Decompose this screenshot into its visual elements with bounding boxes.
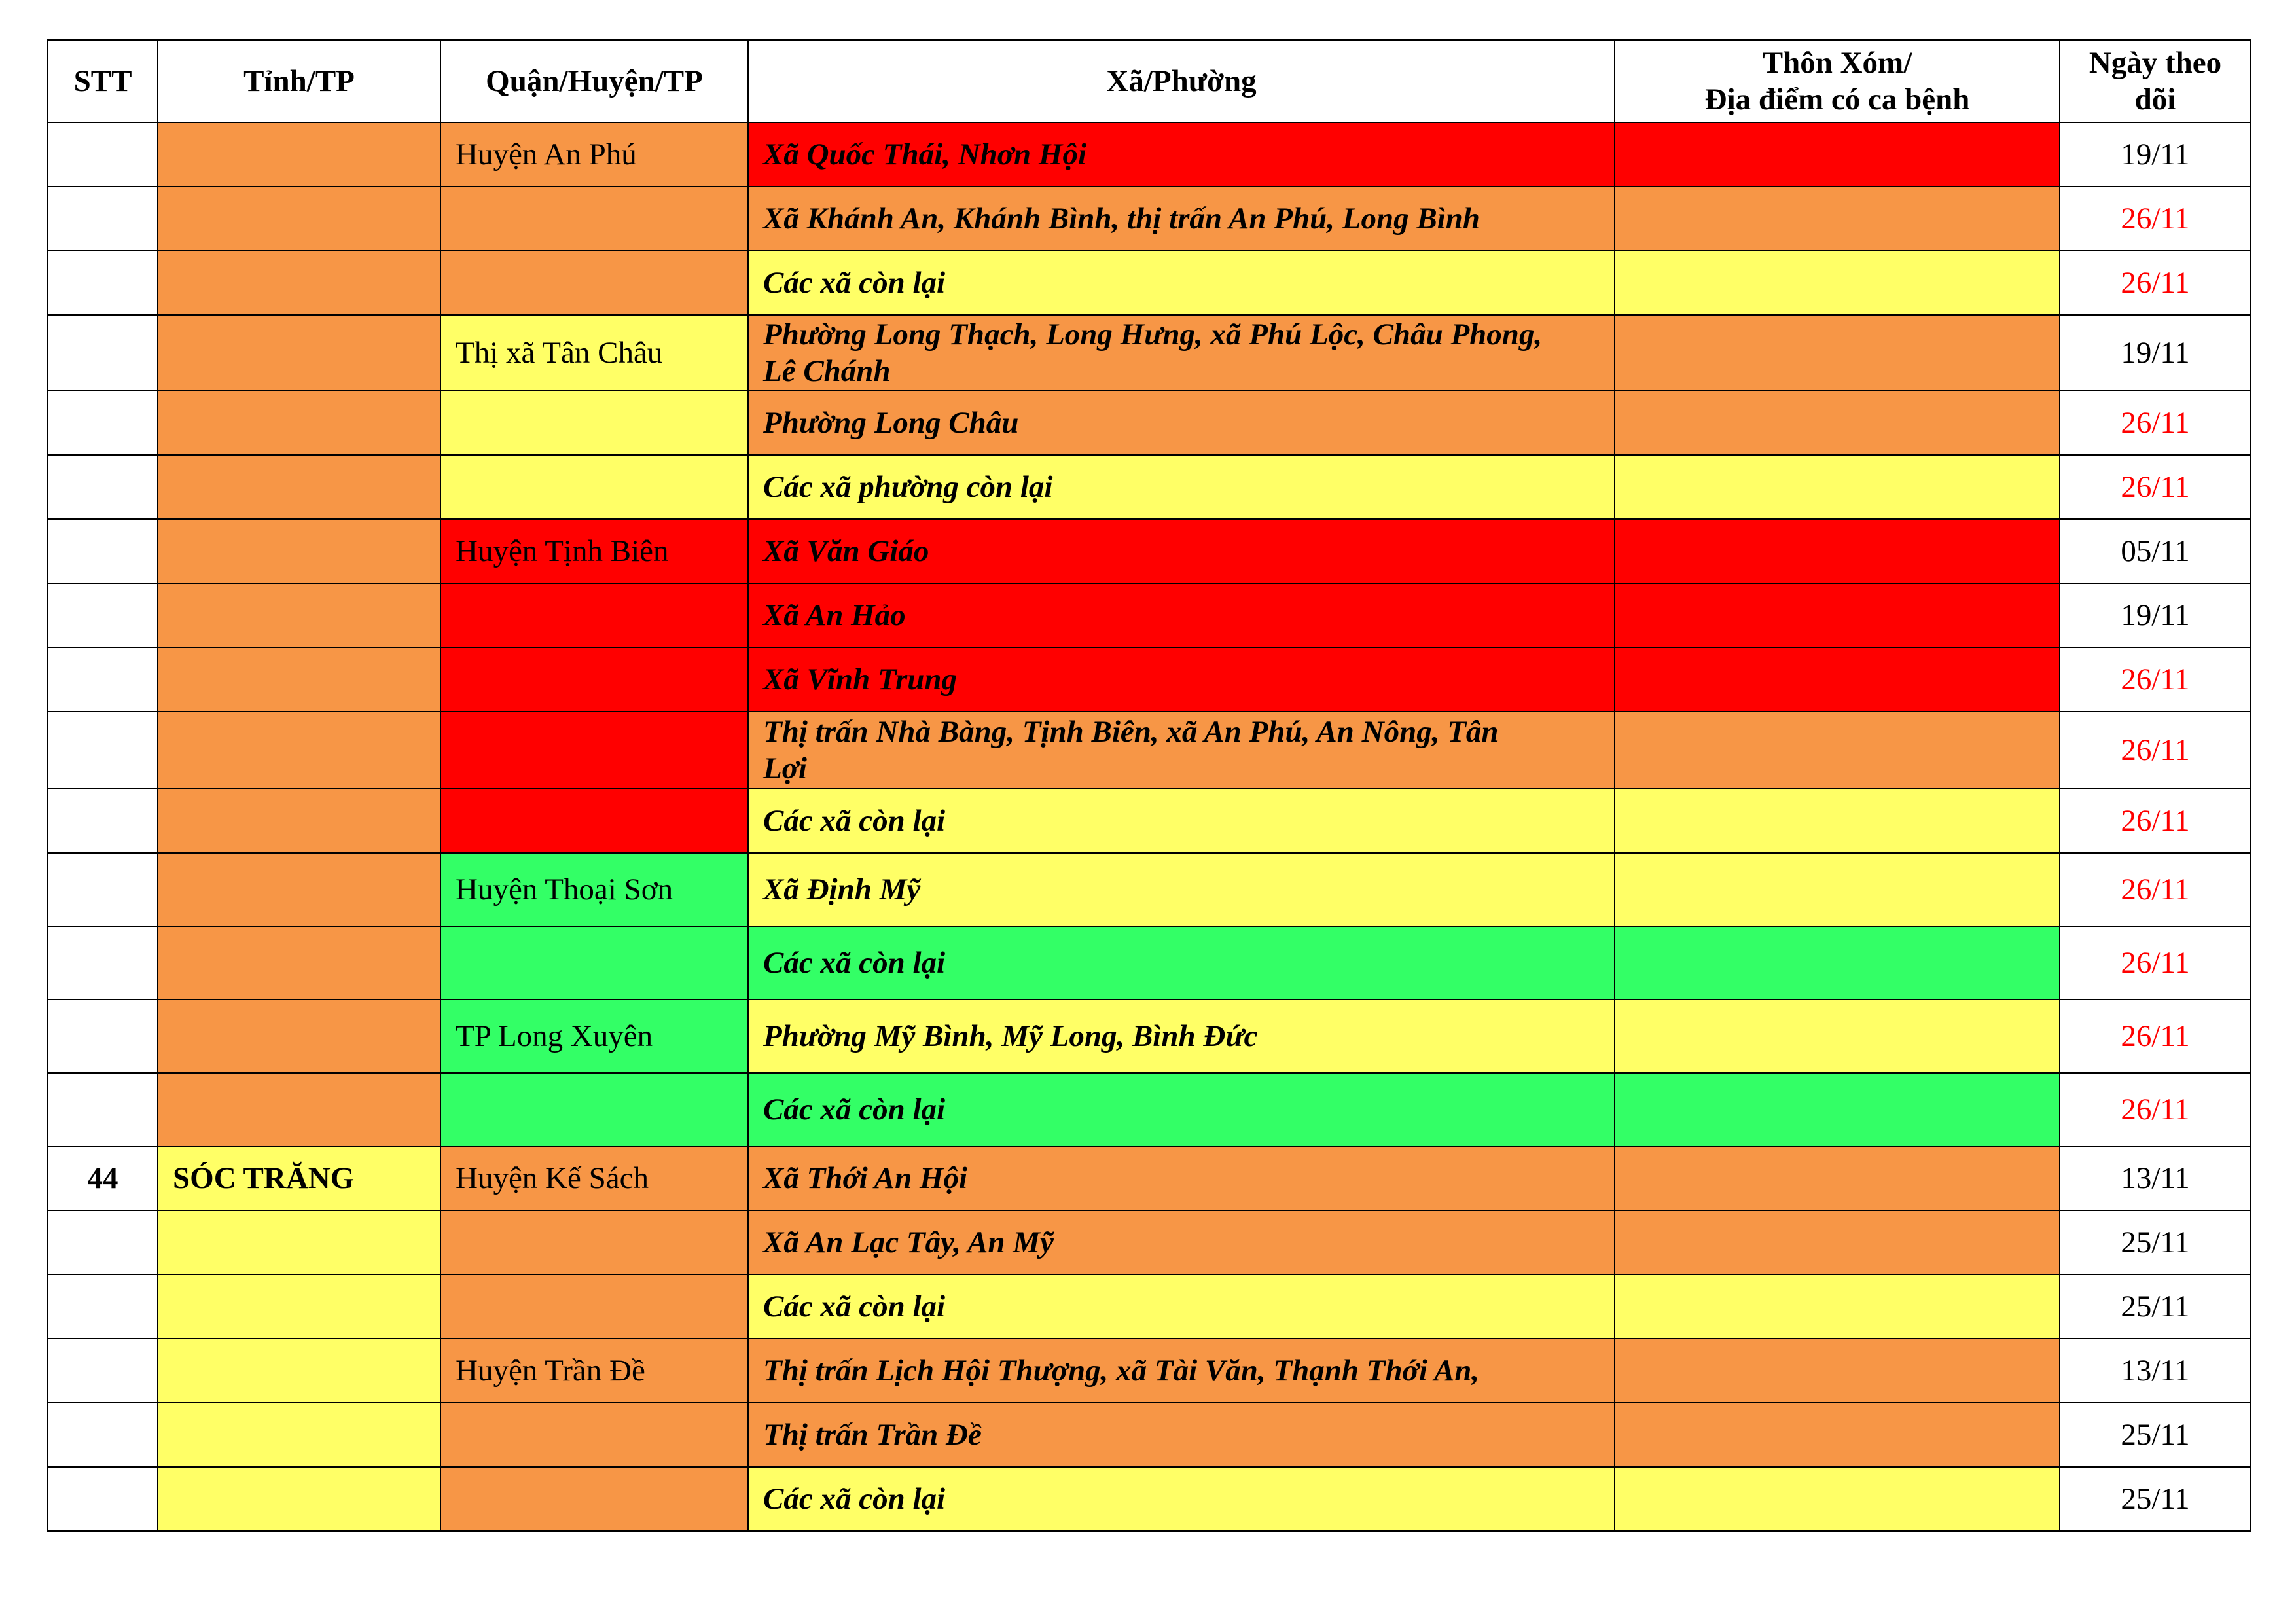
date-cell: 26/11	[2060, 391, 2251, 455]
ward-line: Các xã còn lại	[763, 946, 946, 980]
province-cell	[158, 1339, 440, 1403]
ward-cell	[748, 1000, 1615, 1073]
table-row	[48, 187, 2251, 251]
table-row	[48, 122, 2251, 187]
province-cell	[158, 187, 440, 251]
ward-cell	[748, 1339, 1615, 1403]
stt-cell	[48, 712, 158, 789]
ward-line: Phường Long Châu	[763, 406, 1019, 440]
ward-cell	[748, 583, 1615, 647]
date-cell: 13/11	[2060, 1146, 2251, 1210]
hamlet-cell	[1615, 926, 2060, 1000]
ward-cell	[748, 251, 1615, 315]
table-row	[48, 712, 2251, 789]
date-cell: 25/11	[2060, 1403, 2251, 1467]
stt-cell	[48, 187, 158, 251]
date-cell: 26/11	[2060, 1073, 2251, 1146]
table-row	[48, 1146, 2251, 1210]
ward-cell	[748, 1210, 1615, 1274]
province-cell	[158, 519, 440, 583]
header-date	[2060, 40, 2251, 122]
ward-line: Xã Thới An Hội	[763, 1161, 968, 1195]
district-cell	[440, 1403, 748, 1467]
ward-line: Các xã còn lại	[763, 1092, 946, 1127]
ward-line: Xã Văn Giáo	[763, 534, 929, 568]
district-cell	[440, 455, 748, 519]
ward-cell	[748, 1403, 1615, 1467]
hamlet-cell	[1615, 315, 2060, 391]
stt-cell: 44	[48, 1146, 158, 1210]
risk-level-table	[47, 39, 2251, 1532]
stt-cell	[48, 583, 158, 647]
ward-line: Thị trấn Lịch Hội Thượng, xã Tài Văn, Thạnh Thới An,	[763, 1354, 1480, 1388]
table-row	[48, 789, 2251, 853]
header-hamlet	[1615, 40, 2060, 122]
province-cell	[158, 926, 440, 1000]
province-cell	[158, 1073, 440, 1146]
province-cell	[158, 853, 440, 926]
date-cell: 26/11	[2060, 926, 2251, 1000]
table-row	[48, 1274, 2251, 1339]
table-body	[48, 122, 2251, 1531]
stt-cell	[48, 853, 158, 926]
ward-line: Thị trấn Trần Đề	[763, 1418, 982, 1452]
table-row	[48, 391, 2251, 455]
stt-cell	[48, 1274, 158, 1339]
ward-cell	[748, 1467, 1615, 1531]
province-cell	[158, 315, 440, 391]
hamlet-cell	[1615, 789, 2060, 853]
hamlet-cell	[1615, 1467, 2060, 1531]
province-cell	[158, 1403, 440, 1467]
table-row	[48, 1339, 2251, 1403]
district-cell	[440, 1073, 748, 1146]
ward-line: Các xã còn lại	[763, 1482, 946, 1516]
district-cell: Thị xã Tân Châu	[440, 315, 748, 391]
date-cell: 19/11	[2060, 583, 2251, 647]
stt-cell	[48, 1073, 158, 1146]
province-cell	[158, 583, 440, 647]
hamlet-cell	[1615, 187, 2060, 251]
table-row	[48, 853, 2251, 926]
table-row	[48, 315, 2251, 391]
district-cell	[440, 251, 748, 315]
hamlet-cell	[1615, 519, 2060, 583]
district-cell: Huyện Trần Đề	[440, 1339, 748, 1403]
table-row	[48, 1403, 2251, 1467]
date-cell: 25/11	[2060, 1467, 2251, 1531]
ward-cell	[748, 853, 1615, 926]
district-cell: Huyện Kế Sách	[440, 1146, 748, 1210]
stt-cell	[48, 1000, 158, 1073]
header-stt: STT	[48, 40, 158, 122]
stt-cell	[48, 315, 158, 391]
date-cell: 13/11	[2060, 1339, 2251, 1403]
district-cell	[440, 789, 748, 853]
district-cell: TP Long Xuyên	[440, 1000, 748, 1073]
district-cell: Huyện Tịnh Biên	[440, 519, 748, 583]
ward-cell	[748, 647, 1615, 712]
date-cell: 05/11	[2060, 519, 2251, 583]
district-cell	[440, 1274, 748, 1339]
date-cell: 25/11	[2060, 1274, 2251, 1339]
date-cell: 26/11	[2060, 647, 2251, 712]
ward-line: Các xã phường còn lại	[763, 470, 1053, 504]
table-row	[48, 251, 2251, 315]
ward-cell	[748, 712, 1615, 789]
ward-line: Lợi	[763, 751, 807, 785]
ward-cell	[748, 455, 1615, 519]
stt-cell	[48, 122, 158, 187]
hamlet-cell	[1615, 1146, 2060, 1210]
hamlet-cell	[1615, 1073, 2060, 1146]
table-row	[48, 926, 2251, 1000]
stt-cell	[48, 1339, 158, 1403]
stt-cell	[48, 455, 158, 519]
date-cell: 26/11	[2060, 187, 2251, 251]
ward-cell	[748, 1274, 1615, 1339]
province-cell	[158, 647, 440, 712]
province-cell	[158, 455, 440, 519]
table-row	[48, 647, 2251, 712]
ward-cell	[748, 187, 1615, 251]
date-cell: 25/11	[2060, 1210, 2251, 1274]
hamlet-cell	[1615, 455, 2060, 519]
ward-line: Xã Quốc Thái, Nhơn Hội	[763, 137, 1087, 171]
district-cell: Huyện An Phú	[440, 122, 748, 187]
province-cell	[158, 1000, 440, 1073]
date-cell: 26/11	[2060, 455, 2251, 519]
table-row	[48, 519, 2251, 583]
ward-cell	[748, 1073, 1615, 1146]
date-cell: 26/11	[2060, 1000, 2251, 1073]
header-hamlet-line2: Địa điểm có ca bệnh	[1704, 82, 1970, 117]
hamlet-cell	[1615, 1403, 2060, 1467]
date-cell: 26/11	[2060, 853, 2251, 926]
ward-line: Phường Mỹ Bình, Mỹ Long, Bình Đức	[763, 1019, 1258, 1053]
ward-line: Xã Định Mỹ	[763, 873, 921, 907]
date-cell: 26/11	[2060, 712, 2251, 789]
header-date-line2: dõi	[2134, 82, 2176, 117]
province-cell	[158, 1274, 440, 1339]
date-cell: 19/11	[2060, 315, 2251, 391]
ward-cell	[748, 315, 1615, 391]
header-province: Tỉnh/TP	[158, 40, 440, 122]
district-cell	[440, 391, 748, 455]
ward-cell	[748, 789, 1615, 853]
ward-cell	[748, 391, 1615, 455]
stt-cell	[48, 1467, 158, 1531]
province-cell	[158, 789, 440, 853]
ward-line: Các xã còn lại	[763, 804, 946, 838]
hamlet-cell	[1615, 1000, 2060, 1073]
province-cell	[158, 1467, 440, 1531]
hamlet-cell	[1615, 853, 2060, 926]
ward-cell	[748, 926, 1615, 1000]
table-row	[48, 1467, 2251, 1531]
ward-cell	[748, 1146, 1615, 1210]
province-cell	[158, 391, 440, 455]
hamlet-cell	[1615, 122, 2060, 187]
hamlet-cell	[1615, 391, 2060, 455]
ward-cell	[748, 122, 1615, 187]
district-cell	[440, 712, 748, 789]
district-cell	[440, 1210, 748, 1274]
ward-line: Các xã còn lại	[763, 1290, 946, 1324]
district-cell	[440, 187, 748, 251]
table-row	[48, 1210, 2251, 1274]
province-cell	[158, 251, 440, 315]
header-district: Quận/Huyện/TP	[440, 40, 748, 122]
ward-cell	[748, 519, 1615, 583]
stt-cell	[48, 789, 158, 853]
district-cell	[440, 583, 748, 647]
district-cell	[440, 1467, 748, 1531]
table-row	[48, 455, 2251, 519]
stt-cell	[48, 251, 158, 315]
stt-cell	[48, 519, 158, 583]
table-row	[48, 583, 2251, 647]
header-hamlet-line1: Thôn Xóm/	[1762, 46, 1912, 80]
ward-line: Lê Chánh	[763, 354, 891, 388]
table-row	[48, 1073, 2251, 1146]
hamlet-cell	[1615, 251, 2060, 315]
hamlet-cell	[1615, 1274, 2060, 1339]
stt-cell	[48, 1210, 158, 1274]
hamlet-cell	[1615, 712, 2060, 789]
district-cell	[440, 926, 748, 1000]
stt-cell	[48, 647, 158, 712]
table-header-row	[48, 40, 2251, 122]
district-cell: Huyện Thoại Sơn	[440, 853, 748, 926]
province-cell	[158, 1210, 440, 1274]
stt-cell	[48, 1403, 158, 1467]
stt-cell	[48, 926, 158, 1000]
hamlet-cell	[1615, 1339, 2060, 1403]
province-cell	[158, 122, 440, 187]
header-date-line1: Ngày theo	[2089, 46, 2222, 80]
ward-line: Xã An Lạc Tây, An Mỹ	[763, 1225, 1054, 1259]
table-row	[48, 1000, 2251, 1073]
ward-line: Phường Long Thạch, Long Hưng, xã Phú Lộc, Châu Phong,	[763, 317, 1543, 352]
hamlet-cell	[1615, 647, 2060, 712]
ward-line: Các xã còn lại	[763, 266, 946, 300]
ward-line: Xã Vĩnh Trung	[763, 662, 958, 696]
province-cell	[158, 712, 440, 789]
header-ward: Xã/Phường	[748, 40, 1615, 122]
date-cell: 26/11	[2060, 789, 2251, 853]
province-cell: SÓC TRĂNG	[158, 1146, 440, 1210]
ward-line: Xã Khánh An, Khánh Bình, thị trấn An Phú, Long Bình	[763, 202, 1480, 236]
ward-line: Xã An Hảo	[763, 598, 906, 632]
hamlet-cell	[1615, 583, 2060, 647]
date-cell: 19/11	[2060, 122, 2251, 187]
ward-line: Thị trấn Nhà Bàng, Tịnh Biên, xã An Phú, An Nông, Tân	[763, 715, 1499, 749]
date-cell: 26/11	[2060, 251, 2251, 315]
district-cell	[440, 647, 748, 712]
stt-cell	[48, 391, 158, 455]
hamlet-cell	[1615, 1210, 2060, 1274]
